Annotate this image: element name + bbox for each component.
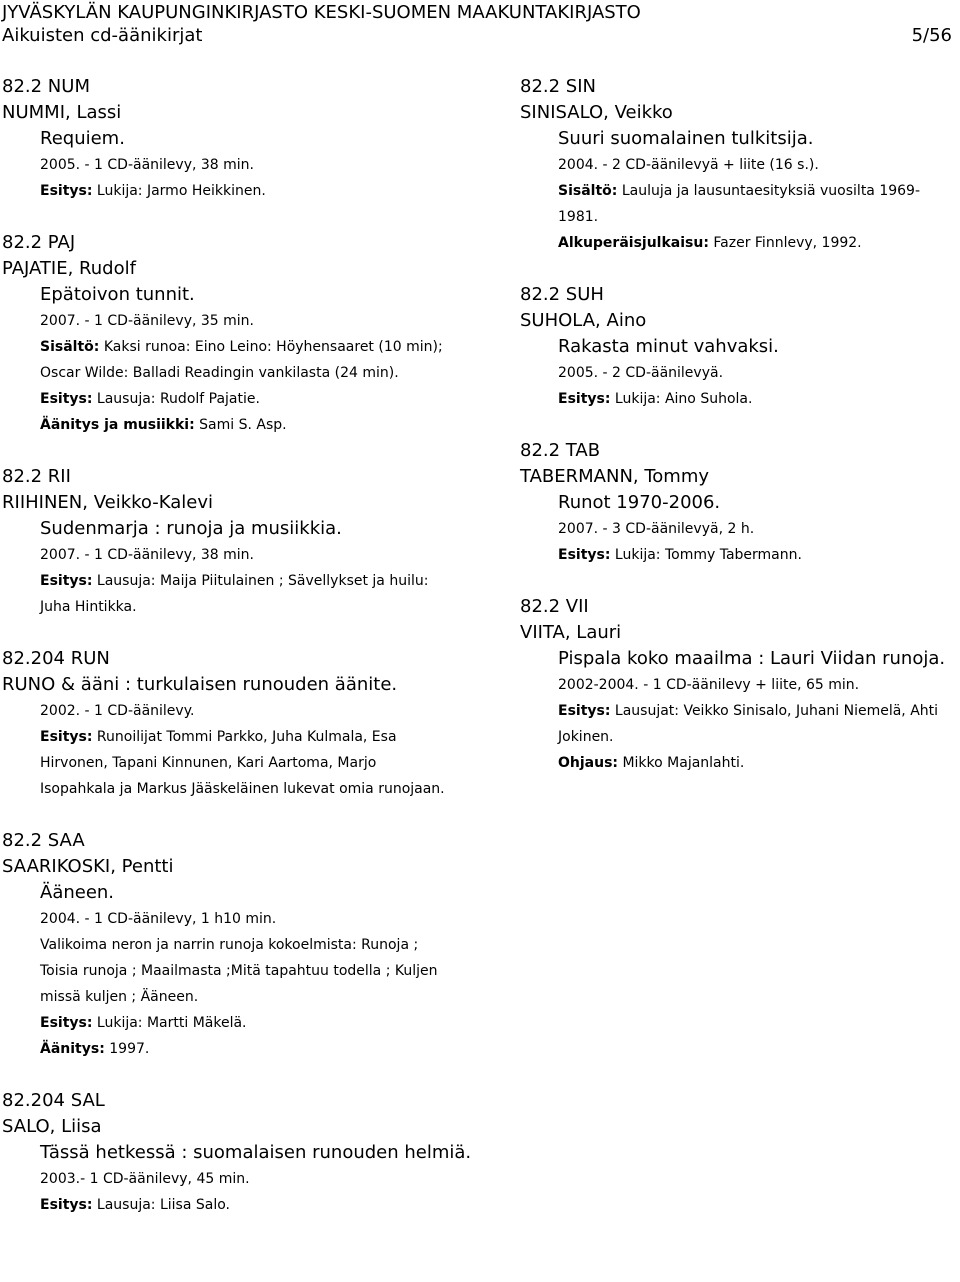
detail-line [520,360,958,386]
left-column [2,74,482,1244]
detail-line [2,308,482,334]
detail-line [520,386,958,412]
detail-line [2,1036,482,1062]
catalog-entry [2,646,482,828]
detail-text: Lukija: Aino Suhola. [610,391,753,407]
detail-label: Sisältö: [558,183,618,199]
detail-label: Esitys: [40,183,93,199]
class-code: 82.2 NUM [2,76,90,97]
detail-text: Sami S. Asp. [194,417,287,433]
detail-line [2,724,482,750]
detail-text: 2007. - 1 CD-äänilevy, 38 min. [40,547,255,563]
detail-label: Esitys: [40,391,93,407]
title: Requiem. [40,128,125,149]
detail-text: 2007. - 3 CD-äänilevyä, 2 h. [558,521,755,537]
catalog-entry [2,464,482,646]
right-column [520,74,958,802]
detail-label: Sisältö: [40,339,100,355]
detail-text: 2003.- 1 CD-äänilevy, 45 min. [40,1171,250,1187]
detail-text: Juha Hintikka. [40,599,137,615]
author: SUHOLA, Aino [520,310,647,331]
author: RIIHINEN, Veikko-Kalevi [2,492,213,513]
title: Pispala koko maailma : Lauri Viidan runoja. [558,648,946,669]
page-number: 5/56 [911,25,952,46]
title: Epätoivon tunnit. [40,284,195,305]
detail-line [2,334,482,360]
detail-text: 2005. - 1 CD-äänilevy, 38 min. [40,157,255,173]
detail-line [520,750,958,776]
class-code: 82.2 RII [2,466,71,487]
detail-text: 2002-2004. - 1 CD-äänilevy + liite, 65 min. [558,677,860,693]
author: SALO, Liisa [2,1116,102,1137]
detail-label: Esitys: [40,1015,93,1031]
catalog-entry [2,230,482,464]
detail-text: Fazer Finnlevy, 1992. [708,235,862,251]
detail-text: Lukija: Martti Mäkelä. [92,1015,247,1031]
detail-line [2,932,482,958]
class-code: 82.2 TAB [520,440,601,461]
detail-text: Lauluja ja lausuntaesityksiä vuosilta 1969-1981. [558,183,921,225]
catalog-entry [520,438,958,594]
detail-line [2,750,482,776]
detail-text: Lausujat: Veikko Sinisalo, Juhani Niemelä, Ahti [610,703,939,719]
author: TABERMANN, Tommy [520,466,710,487]
detail-label: Äänitys: [40,1041,105,1057]
detail-line [2,542,482,568]
catalog-entry [2,828,482,1088]
title: Sudenmarja : runoja ja musiikkia. [40,518,342,539]
detail-line [2,984,482,1010]
title: Suuri suomalainen tulkitsija. [558,128,814,149]
detail-line [520,672,958,698]
detail-label: Esitys: [40,1197,93,1213]
detail-text: Mikko Majanlahti. [618,755,745,771]
detail-line [2,698,482,724]
title: Rakasta minut vahvaksi. [558,336,779,357]
library-name: JYVÄSKYLÄN KAUPUNGINKIRJASTO KESKI-SUOMEN MAAKUNTAKIRJASTO [2,2,641,23]
detail-text: Jokinen. [558,729,614,745]
detail-line [520,542,958,568]
class-code: 82.2 PAJ [2,232,76,253]
detail-text: 1997. [104,1041,150,1057]
detail-text: Lausuja: Liisa Salo. [92,1197,230,1213]
detail-label: Ohjaus: [558,755,619,771]
detail-line [520,724,958,750]
catalog-entry [2,1088,482,1244]
detail-line [2,594,482,620]
detail-line [520,516,958,542]
catalog-entry [520,282,958,438]
detail-label: Alkuperäisjulkaisu: [558,235,709,251]
author: SINISALO, Veikko [520,102,673,123]
detail-line [2,152,482,178]
detail-line [2,1166,482,1192]
collection-title: Aikuisten cd-äänikirjat [2,25,203,46]
detail-line [2,568,482,594]
detail-text: 2004. - 2 CD-äänilevyä + liite (16 s.). [558,157,819,173]
detail-text: Toisia runoja ; Maailmasta ;Mitä tapahtuu todella ; Kuljen [40,963,438,979]
detail-text: Isopahkala ja Markus Jääskeläinen lukevat omia runojaan. [40,781,445,797]
class-code: 82.204 RUN [2,648,110,669]
author: NUMMI, Lassi [2,102,122,123]
detail-text: Lukija: Tommy Tabermann. [610,547,802,563]
detail-text: Runoilijat Tommi Parkko, Juha Kulmala, Esa [92,729,397,745]
catalog-entry [520,594,958,802]
class-code: 82.2 SIN [520,76,596,97]
detail-label: Äänitys ja musiikki: [40,417,195,433]
detail-text: 2004. - 1 CD-äänilevy, 1 h10 min. [40,911,277,927]
detail-line [520,698,958,724]
detail-text: Hirvonen, Tapani Kinnunen, Kari Aartoma, Marjo [40,755,377,771]
detail-text: Oscar Wilde: Balladi Readingin vankilasta (24 min). [40,365,399,381]
class-code: 82.2 SUH [520,284,604,305]
detail-line [520,230,958,256]
detail-text: 2002. - 1 CD-äänilevy. [40,703,195,719]
detail-line [2,1192,482,1218]
detail-text: 2005. - 2 CD-äänilevyä. [558,365,724,381]
detail-line [520,152,958,178]
detail-text: Kaksi runoa: Eino Leino: Höyhensaaret (10 min); [99,339,443,355]
detail-line [520,178,958,230]
detail-line [2,360,482,386]
detail-line [2,906,482,932]
title: Runot 1970-2006. [558,492,721,513]
catalog-entry [520,74,958,282]
detail-label: Esitys: [558,391,611,407]
detail-line [2,776,482,802]
author: RUNO & ääni : turkulaisen runouden äänite. [2,674,398,695]
class-code: 82.204 SAL [2,1090,105,1111]
title: Ääneen. [40,882,115,903]
detail-line [2,178,482,204]
title: Tässä hetkessä : suomalaisen runouden helmiä. [40,1142,472,1163]
detail-text: Lausuja: Maija Piitulainen ; Sävellykset ja huilu: [92,573,429,589]
detail-text: Lausuja: Rudolf Pajatie. [92,391,260,407]
catalog-entry [2,74,482,230]
detail-label: Esitys: [558,547,611,563]
author: PAJATIE, Rudolf [2,258,136,279]
detail-label: Esitys: [558,703,611,719]
detail-line [2,412,482,438]
detail-text: missä kuljen ; Ääneen. [40,989,199,1005]
detail-text: 2007. - 1 CD-äänilevy, 35 min. [40,313,255,329]
author: SAARIKOSKI, Pentti [2,856,174,877]
detail-label: Esitys: [40,729,93,745]
class-code: 82.2 VII [520,596,589,617]
detail-text: Lukija: Jarmo Heikkinen. [92,183,266,199]
detail-line [2,386,482,412]
detail-text: Valikoima neron ja narrin runoja kokoelmista: Runoja ; [40,937,419,953]
detail-label: Esitys: [40,573,93,589]
class-code: 82.2 SAA [2,830,85,851]
author: VIITA, Lauri [520,622,622,643]
detail-line [2,958,482,984]
detail-line [2,1010,482,1036]
